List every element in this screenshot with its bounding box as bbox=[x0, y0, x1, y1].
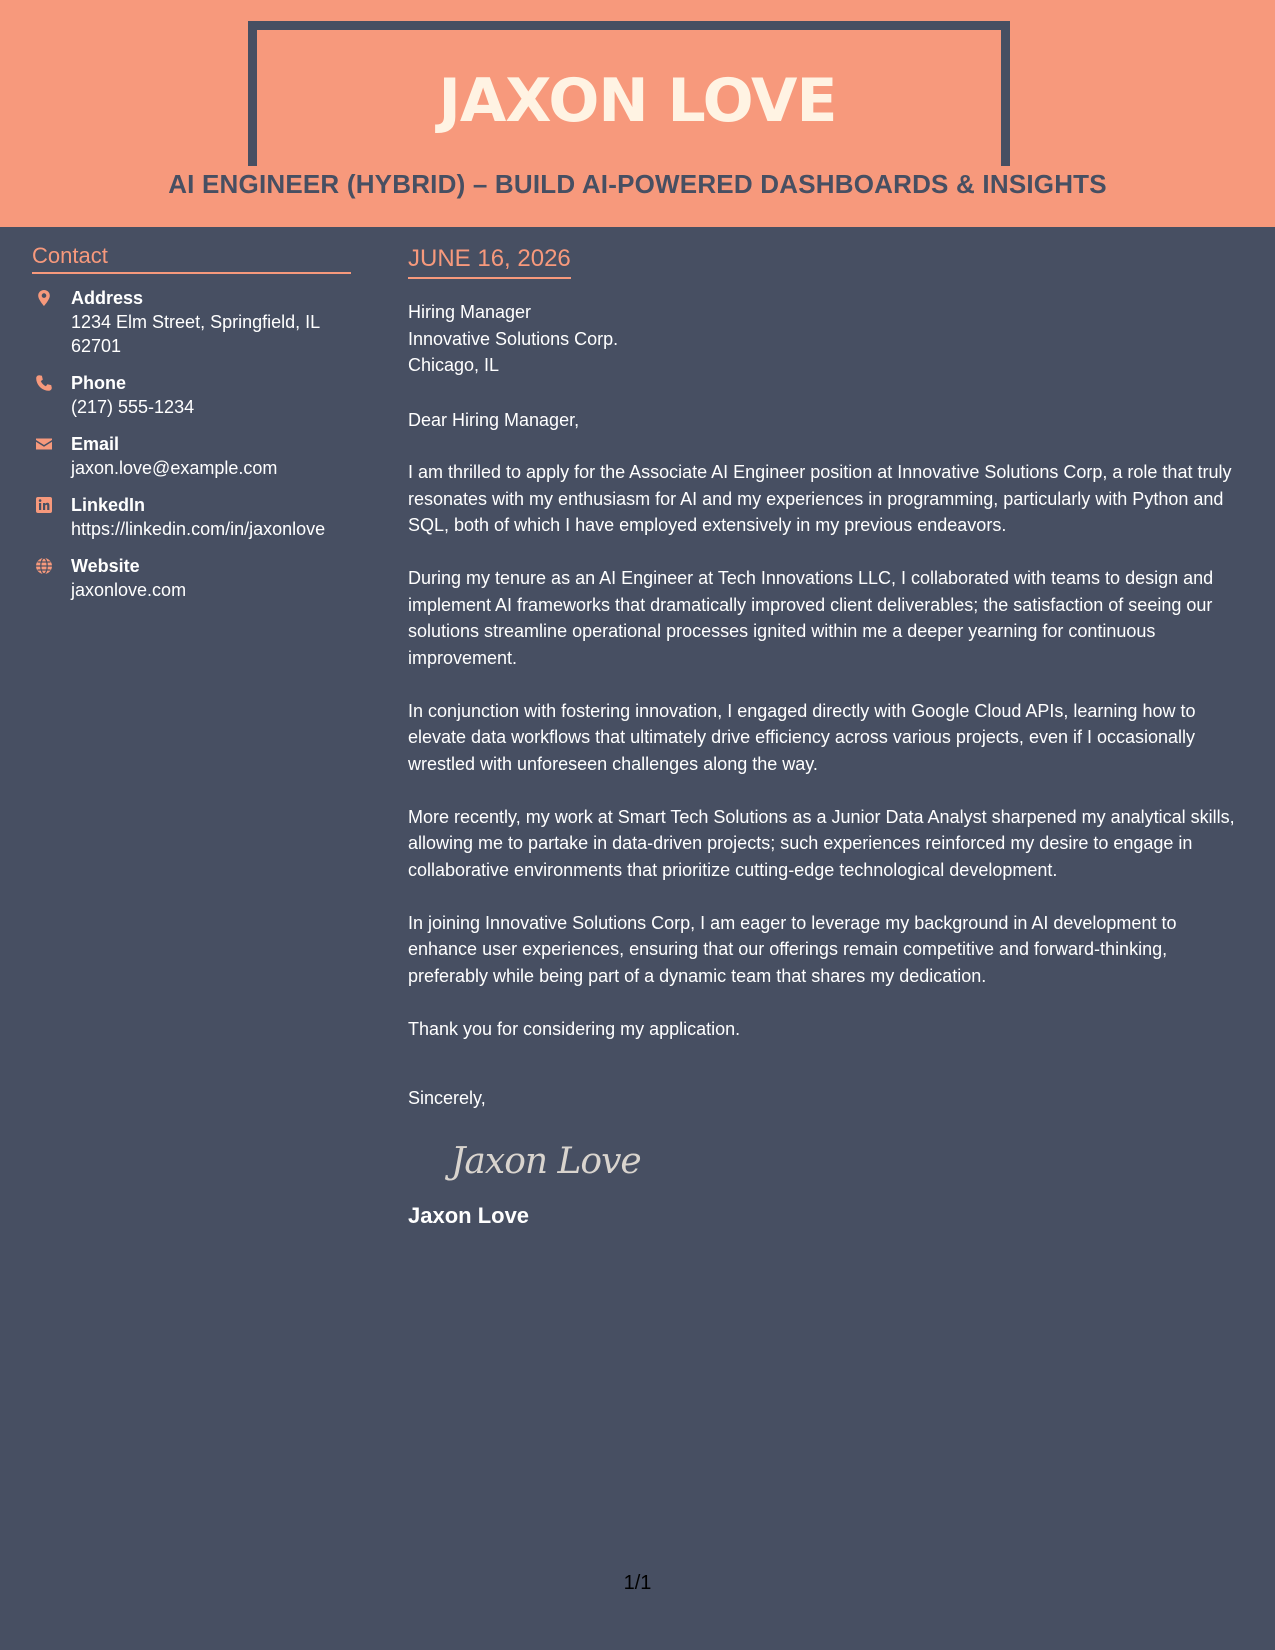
header-banner bbox=[0, 0, 1275, 227]
phone-icon bbox=[35, 374, 53, 392]
contact-item-linkedin bbox=[32, 493, 351, 541]
salutation: Dear Hiring Manager, bbox=[408, 409, 580, 430]
letter-date: JUNE 16, 2026 bbox=[408, 243, 571, 279]
job-title: AI ENGINEER (HYBRID) – BUILD AI-POWERED DASHBOARDS & INSIGHTS bbox=[168, 169, 1107, 199]
contact-item-website bbox=[32, 554, 351, 602]
contact-label: LinkedIn bbox=[71, 495, 146, 515]
letter-paragraph: In conjunction with fostering innovation, I engaged directly with Google Cloud APIs, learning how to elevate data workflows that ultimately drive efficiency across various projects, even if I occasionally wrestled with unforeseen challenges along the way. bbox=[408, 700, 1196, 774]
globe-icon bbox=[35, 557, 53, 575]
closing: Sincerely, bbox=[408, 1088, 486, 1108]
address-value: 1234 Elm Street, Springfield, IL 62701 bbox=[71, 312, 320, 356]
recipient-line: Innovative Solutions Corp. bbox=[408, 328, 619, 349]
location-pin-icon bbox=[35, 289, 53, 307]
contact-heading: Contact bbox=[32, 242, 351, 274]
recipient-line: Hiring Manager bbox=[408, 302, 532, 322]
letter-paragraph: More recently, my work at Smart Tech Solutions as a Junior Data Analyst sharpened my analytical skills, allowing me to partake in data-driven projects; such experiences reinforced my desire to engage in collaborative environments that prioritize cutting-edge technological development. bbox=[408, 806, 1235, 880]
contact-item-address bbox=[32, 286, 351, 358]
recipient-line: Chicago, IL bbox=[408, 355, 500, 375]
website-value[interactable]: jaxonlove.com bbox=[71, 580, 187, 600]
contact-item-phone bbox=[32, 371, 351, 419]
letter-body bbox=[408, 243, 1248, 1230]
recipient-block bbox=[408, 299, 1248, 379]
contact-label: Address bbox=[71, 288, 144, 308]
contact-label: Website bbox=[71, 556, 140, 576]
candidate-name: JAXON LOVE bbox=[438, 66, 837, 136]
letter-paragraph: During my tenure as an AI Engineer at Tech Innovations LLC, I collaborated with teams to design and implement AI frameworks that dramatically improved client deliverables; the satisfaction of seeing our solutions streamline operational processes ignited within me a deeper yearning for continuous improvement. bbox=[408, 568, 1214, 668]
linkedin-value[interactable]: https://linkedin.com/in/jaxonlove bbox=[71, 519, 326, 539]
envelope-icon bbox=[35, 435, 53, 453]
letter-paragraph: Thank you for considering my application. bbox=[408, 1018, 741, 1039]
contact-sidebar bbox=[32, 242, 351, 615]
letter-paragraph: I am thrilled to apply for the Associate AI Engineer position at Innovative Solutions Corp, a role that truly resonates with my enthusiasm for AI and my experiences in programming, particularly with Python and SQL, both of which I have employed extensively in my previous endeavors. bbox=[408, 462, 1232, 535]
letter-content bbox=[408, 407, 1248, 1230]
letter-paragraph: In joining Innovative Solutions Corp, I am eager to leverage my background in AI development to enhance user experiences, ensuring that our offerings remain competitive and forward-thinking, preferably while being part of a dynamic team that shares my dedication. bbox=[408, 912, 1177, 986]
signer-name: Jaxon Love bbox=[408, 1202, 530, 1228]
phone-value: (217) 555-1234 bbox=[71, 397, 195, 417]
contact-item-email bbox=[32, 432, 351, 480]
contact-label: Phone bbox=[71, 373, 127, 393]
page-number: 1/1 bbox=[623, 1572, 652, 1594]
signature: Jaxon Love bbox=[451, 1140, 641, 1182]
contact-label: Email bbox=[71, 434, 120, 454]
email-value[interactable]: jaxon.love@example.com bbox=[71, 458, 278, 478]
linkedin-icon bbox=[35, 496, 53, 514]
